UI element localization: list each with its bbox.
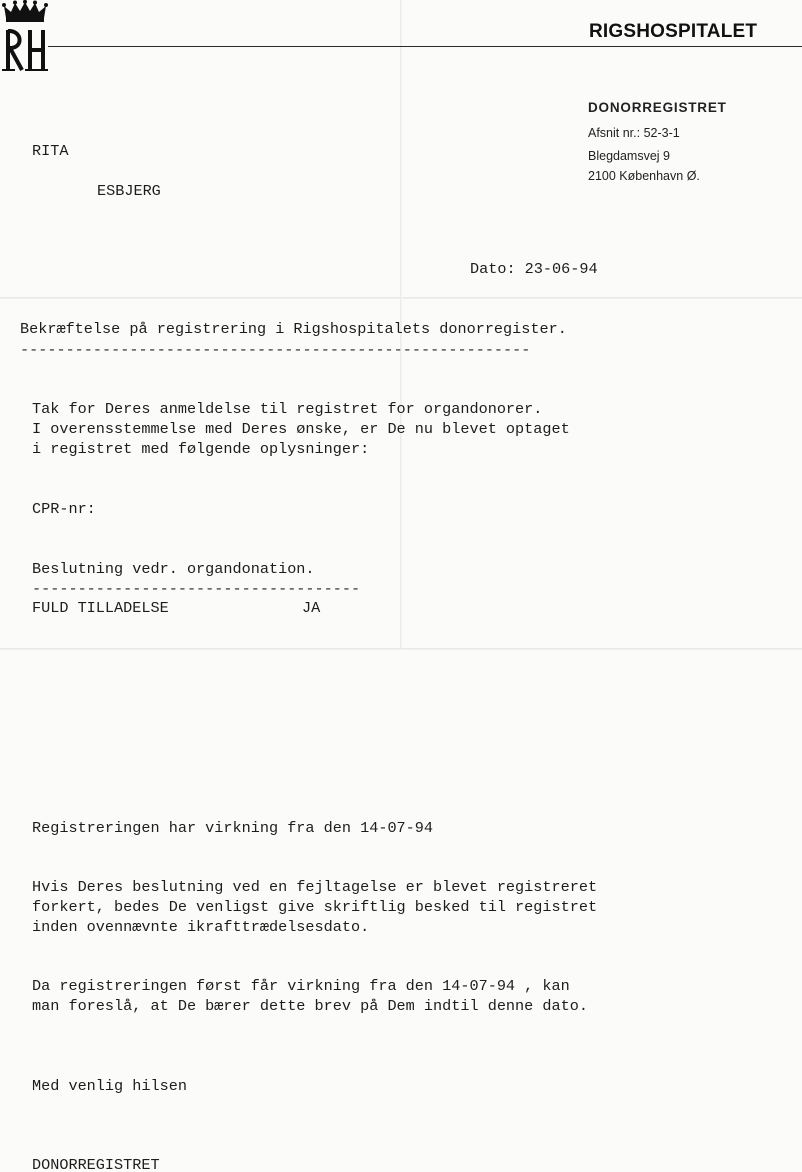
department-title: DONORREGISTRET <box>588 100 727 115</box>
letter-date: Dato: 23-06-94 <box>470 260 598 278</box>
decision-item: FULD TILLADELSE <box>32 599 169 617</box>
intro-line-3: i registret med følgende oplysninger: <box>32 440 370 458</box>
correction-line-2: forkert, bedes De venligst give skriftlig besked til registret <box>32 898 598 916</box>
intro-line-2: I overensstemmelse med Deres ønske, er De nu blevet optaget <box>32 420 570 438</box>
brand-name: RIGSHOSPITALET <box>589 21 758 42</box>
subject-line: Bekræftelse på registrering i Rigshospitalets donorregister. <box>20 320 567 338</box>
rh-crown-logo-icon <box>0 0 50 74</box>
decision-heading: Beslutning vedr. organdonation. <box>32 560 315 578</box>
department-afsnit: Afsnit nr.: 52-3-1 <box>588 126 680 140</box>
advice-line-1: Da registreringen først får virkning fra den 14-07-94 , kan <box>32 977 570 995</box>
closing-greeting: Med venlig hilsen <box>32 1077 187 1095</box>
correction-line-3: inden ovennævnte ikrafttrædelsesdato. <box>32 918 370 936</box>
decision-value: JA <box>302 599 321 617</box>
advice-line-2: man foreslå, at De bærer dette brev på Dem indtil denne dato. <box>32 997 588 1015</box>
recipient-city: ESBJERG <box>97 182 161 200</box>
intro-line-1: Tak for Deres anmeldelse til registret for organdonorer. <box>32 400 543 418</box>
department-city: 2100 København Ø. <box>588 169 700 183</box>
recipient-name: RITA <box>32 142 69 160</box>
effective-date-line: Registreringen har virkning fra den 14-07-94 <box>32 819 434 837</box>
subject-underline: -------------------------------------------------------- <box>20 341 531 359</box>
cpr-label: CPR-nr: <box>32 500 96 518</box>
header-rule <box>48 46 802 47</box>
correction-line-1: Hvis Deres beslutning ved en fejltagelse er blevet registreret <box>32 878 598 896</box>
decision-underline: ------------------------------------ <box>32 580 361 598</box>
signature: DONORREGISTRET <box>32 1156 160 1172</box>
department-street: Blegdamsvej 9 <box>588 149 670 163</box>
